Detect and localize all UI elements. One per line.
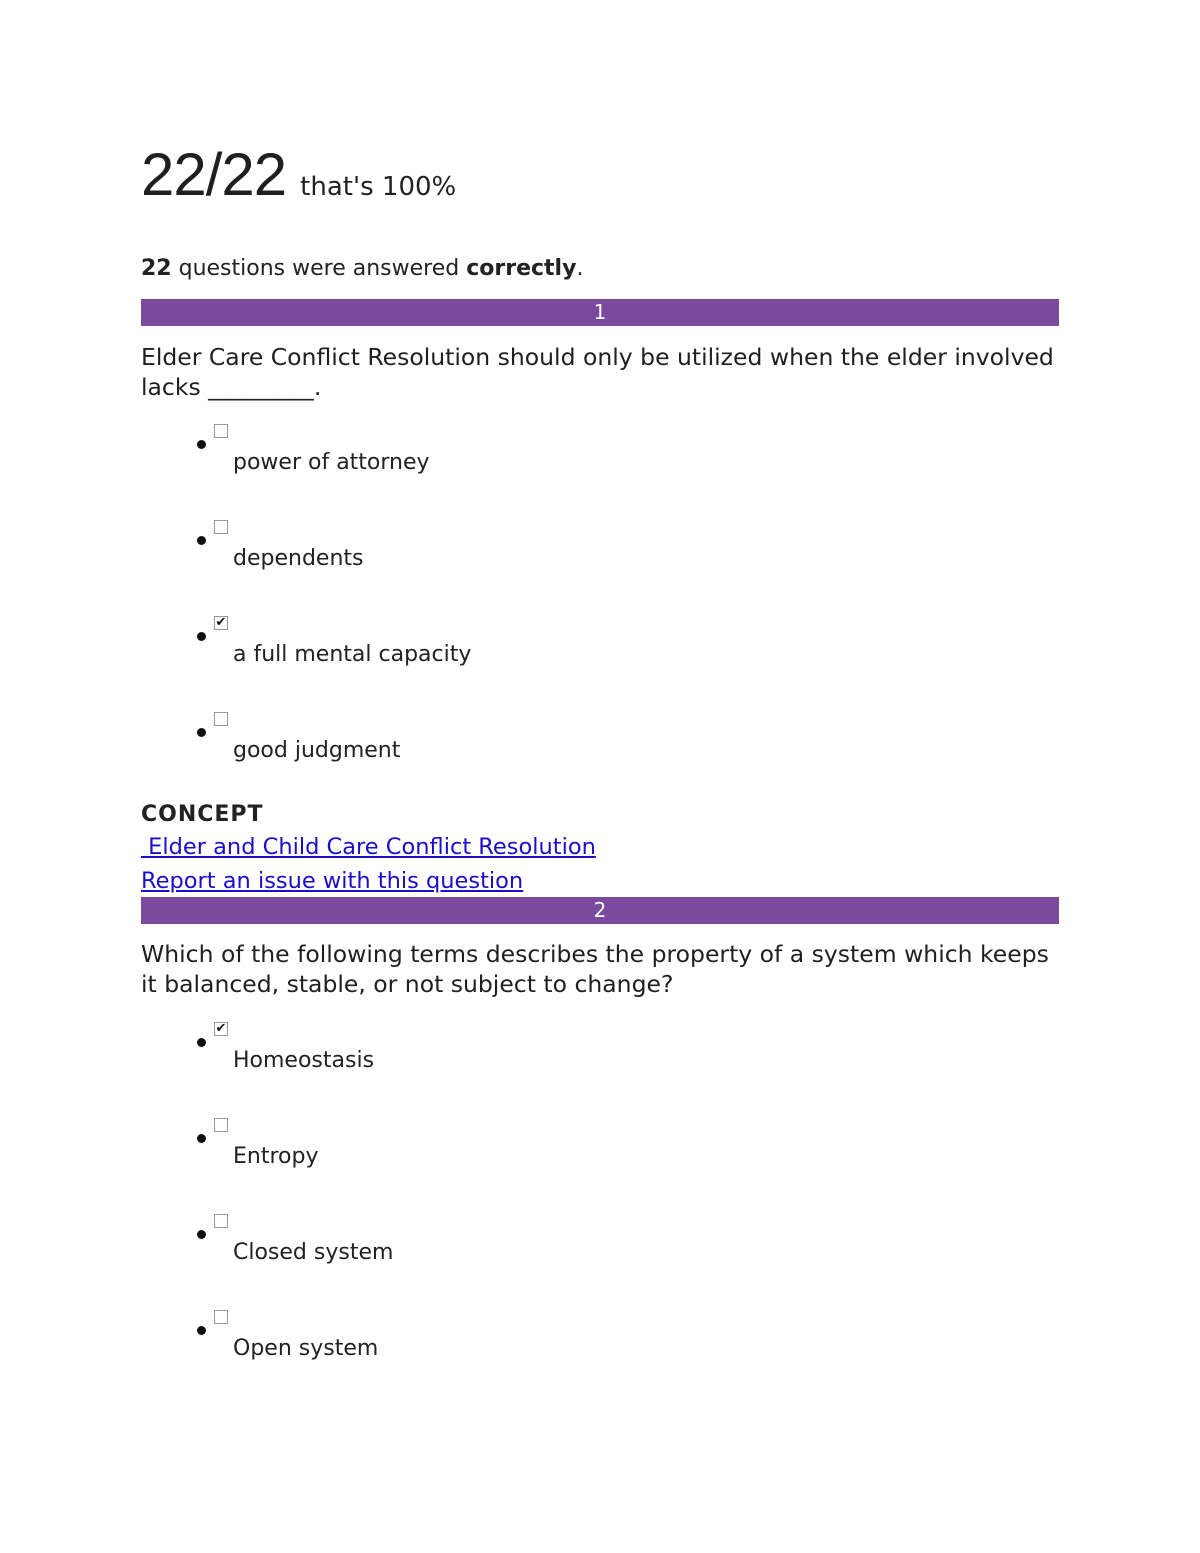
answer-option[interactable] — [197, 1220, 797, 1290]
answer-option[interactable] — [197, 1124, 797, 1194]
bullet-icon — [197, 1326, 206, 1335]
bullet-icon — [197, 440, 206, 449]
answer-option[interactable] — [197, 1021, 797, 1098]
option-label: Closed system — [233, 1240, 394, 1265]
checkbox-icon[interactable] — [214, 1214, 228, 1228]
bullet-icon — [197, 728, 206, 737]
question-text: Which of the following terms describes the property of a system which keeps it balanced, stable, or not subject to change? — [141, 940, 1049, 998]
answer-option[interactable] — [197, 430, 797, 500]
question-number-bar — [141, 299, 1059, 326]
question-number: 2 — [593, 898, 607, 922]
concept-heading: CONCEPT — [141, 802, 264, 827]
option-label: Open system — [233, 1336, 379, 1361]
score-header — [141, 140, 456, 209]
checkbox-icon[interactable] — [214, 424, 228, 438]
option-label: dependents — [233, 546, 364, 571]
answer-option[interactable] — [197, 615, 797, 692]
option-label: Entropy — [233, 1144, 319, 1169]
bullet-icon — [197, 1230, 206, 1239]
option-label: a full mental capacity — [233, 642, 472, 667]
option-label: power of attorney — [233, 450, 430, 475]
checkbox-icon[interactable] — [214, 712, 228, 726]
question-number-bar — [141, 897, 1059, 924]
results-summary — [141, 256, 583, 281]
option-label: Homeostasis — [233, 1048, 375, 1073]
bullet-icon — [197, 1134, 206, 1143]
score-fraction: 22/22 — [141, 141, 287, 208]
report-issue-link[interactable]: Report an issue with this question — [141, 868, 524, 894]
answer-option[interactable] — [197, 718, 797, 788]
bullet-icon — [197, 632, 206, 641]
checkbox-icon[interactable] — [214, 1118, 228, 1132]
checkbox-icon[interactable] — [214, 520, 228, 534]
answer-option[interactable] — [197, 526, 797, 596]
answer-option[interactable] — [197, 1316, 797, 1386]
concept-link[interactable]: Elder and Child Care Conflict Resolution — [141, 834, 596, 860]
question-text: Elder Care Conflict Resolution should only be utilized when the elder involved lacks _________. — [141, 343, 1054, 401]
bullet-icon — [197, 1038, 206, 1047]
summary-end: . — [576, 256, 584, 281]
score-percent: that's 100% — [300, 172, 457, 202]
option-label: good judgment — [233, 738, 401, 763]
question-number: 1 — [593, 300, 607, 324]
bullet-icon — [197, 536, 206, 545]
correct-count: 22 — [141, 256, 172, 281]
checkbox-icon[interactable] — [214, 1310, 228, 1324]
checked-checkbox-icon[interactable]: ✔ — [215, 1021, 227, 1036]
checked-checkbox-icon[interactable]: ✔ — [215, 615, 227, 630]
summary-middle-text: questions were answered — [171, 256, 467, 281]
summary-correctly: correctly — [466, 256, 577, 281]
